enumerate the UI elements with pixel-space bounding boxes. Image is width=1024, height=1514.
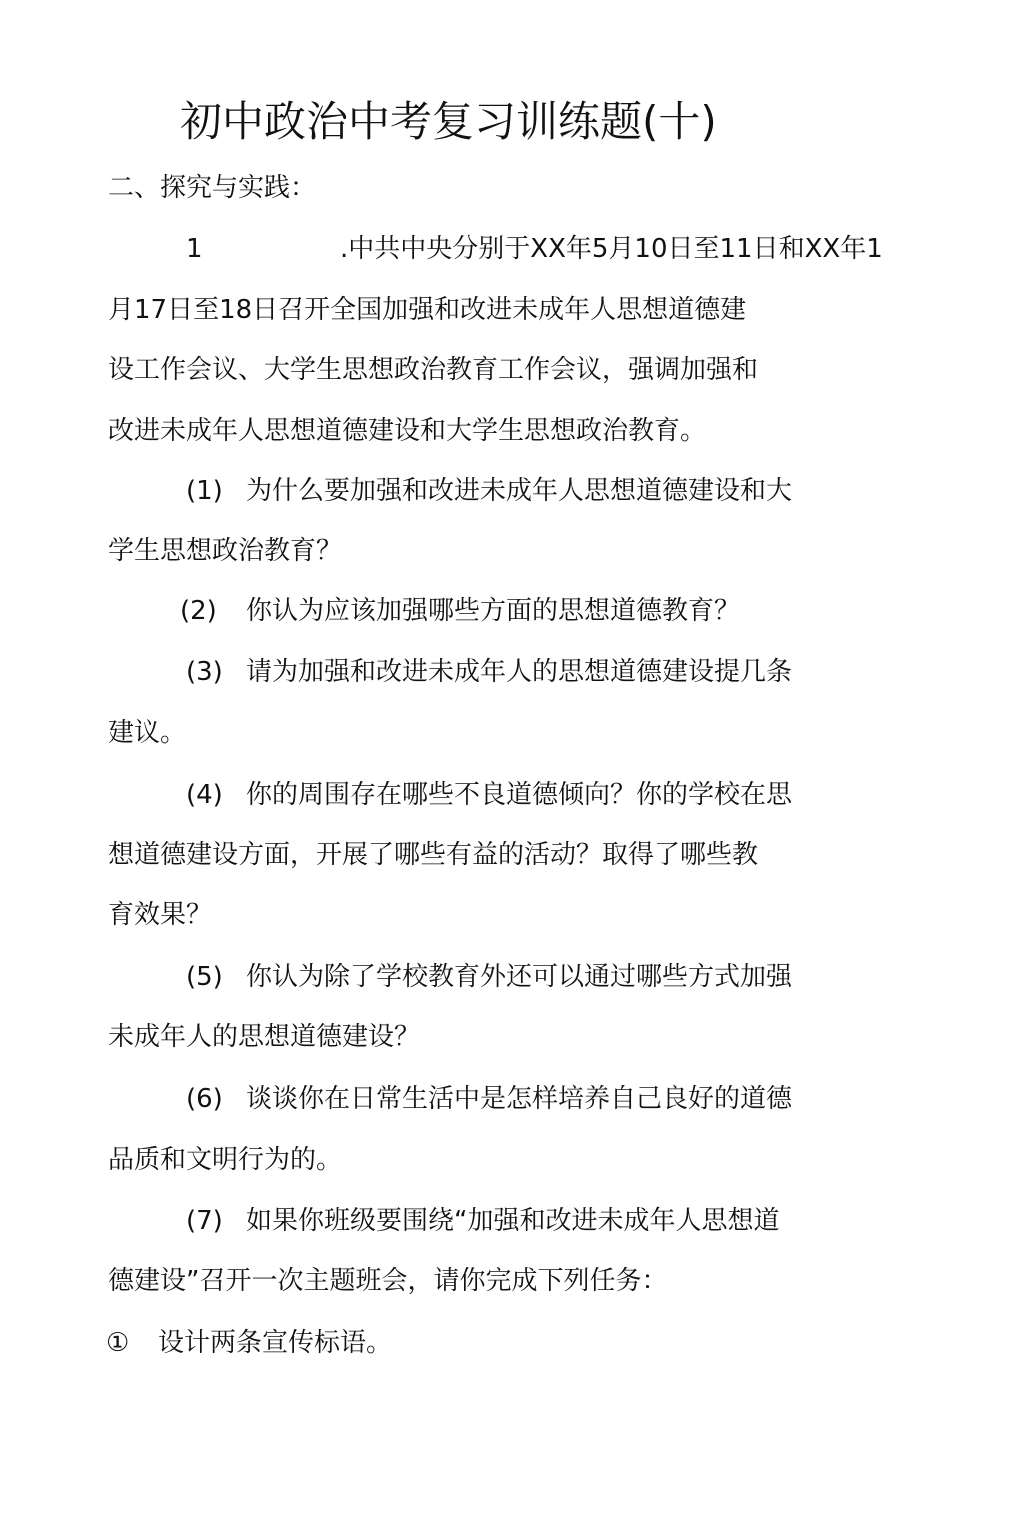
sub-question-label: (7) (186, 1206, 223, 1236)
task-marker: ① (106, 1328, 130, 1358)
sub-question-text-line: 育效果？ (108, 900, 213, 930)
sub-question-text-line: 你认为应该加强哪些方面的思想道德教育？ (246, 596, 741, 626)
section-heading: 二、探究与实践： (108, 173, 317, 203)
sub-question-text-line: 建议。 (108, 718, 187, 748)
question-text-line: 改进未成年人思想道德建设和大学生思想政治教育。 (108, 416, 707, 446)
sub-question-text-line: 想道德建设方面，开展了哪些有益的活动？取得了哪些教 (108, 840, 759, 870)
sub-question-label: (2) (180, 596, 217, 626)
question-text-line: .中共中央分别于XX年5月10日至11日和XX年1 (340, 234, 883, 264)
page-title: 初中政治中考复习训练题(十) (180, 97, 717, 146)
sub-question-label: (1) (186, 476, 223, 506)
sub-question-text-line: 谈谈你在日常生活中是怎样培养自己良好的道德 (246, 1084, 793, 1114)
sub-question-text-line: 如果你班级要围绕“加强和改进未成年人思想道 (246, 1206, 780, 1236)
sub-question-label: (3) (186, 657, 223, 687)
task-text: 设计两条宣传标语。 (158, 1328, 393, 1358)
sub-question-text-line: 品质和文明行为的。 (108, 1145, 343, 1175)
sub-question-label: (4) (186, 780, 223, 810)
sub-question-text-line: 未成年人的思想道德建设？ (108, 1022, 421, 1052)
sub-question-label: (6) (186, 1084, 223, 1114)
sub-question-text-line: 学生思想政治教育？ (108, 536, 343, 566)
sub-question-text-line: 你认为除了学校教育外还可以通过哪些方式加强 (246, 962, 793, 992)
question-text-line: 月17日至18日召开全国加强和改进未成年人思想道德建 (108, 295, 747, 325)
sub-question-text-line: 德建设”召开一次主题班会，请你完成下列任务： (108, 1266, 668, 1296)
sub-question-label: (5) (186, 962, 223, 992)
sub-question-text-line: 为什么要加强和改进未成年人思想道德建设和大 (246, 476, 793, 506)
sub-question-text-line: 请为加强和改进未成年人的思想道德建设提几条 (246, 657, 793, 687)
sub-question-text-line: 你的周围存在哪些不良道德倾向？你的学校在思 (246, 780, 793, 810)
question-text-line: 设工作会议、大学生思想政治教育工作会议，强调加强和 (108, 355, 759, 385)
question-number: 1 (186, 234, 203, 264)
